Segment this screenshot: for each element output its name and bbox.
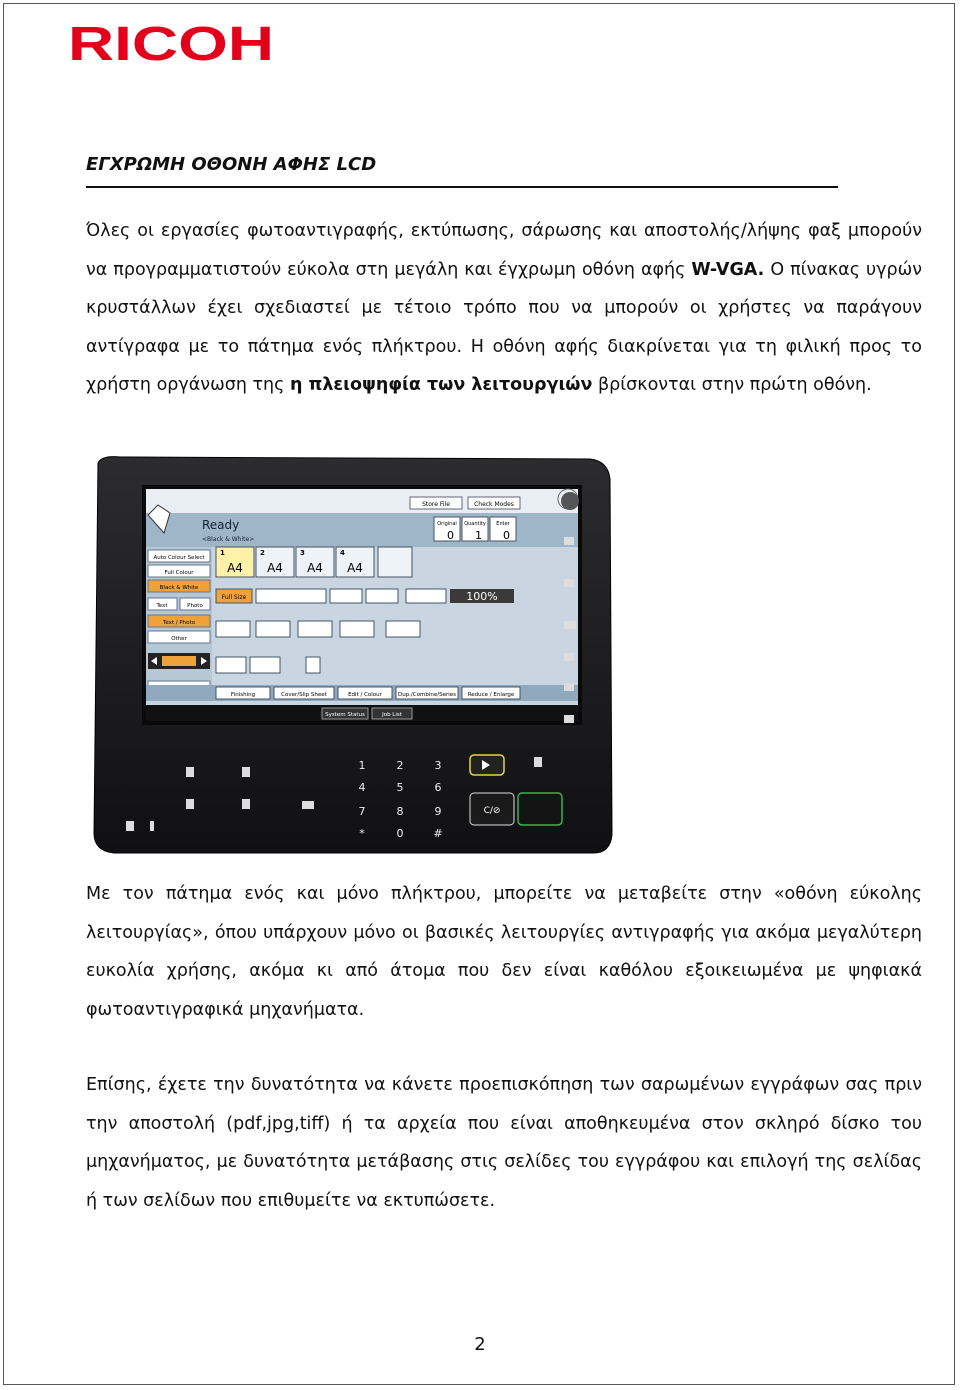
svg-text:Finishing: Finishing bbox=[230, 692, 256, 698]
left-menu bbox=[146, 547, 212, 697]
svg-text:Check Modes: Check Modes bbox=[474, 501, 514, 508]
svg-text:#: # bbox=[433, 827, 443, 840]
svg-text:Store File: Store File bbox=[422, 501, 450, 508]
ricoh-logo bbox=[68, 18, 276, 66]
full-size-button: Full Size bbox=[221, 594, 247, 601]
section-heading: ΕΓΧΡΩΜΗ ΟΘΟΝΗ ΑΦΗΣ LCD bbox=[86, 154, 377, 175]
svg-text:6: 6 bbox=[434, 781, 442, 794]
svg-text:A4: A4 bbox=[267, 561, 283, 575]
svg-text:C/⊘: C/⊘ bbox=[483, 806, 501, 816]
svg-text:Cover/Slip Sheet: Cover/Slip Sheet bbox=[281, 692, 327, 698]
svg-text:RICOH: RICOH bbox=[68, 18, 274, 66]
svg-text:Auto Colour Select: Auto Colour Select bbox=[153, 555, 205, 561]
svg-text:Reduce / Enlarge: Reduce / Enlarge bbox=[467, 692, 515, 698]
svg-text:0: 0 bbox=[503, 529, 510, 542]
svg-text:1: 1 bbox=[475, 529, 482, 542]
svg-text:2: 2 bbox=[260, 549, 265, 557]
svg-text:Original: Original bbox=[437, 521, 457, 527]
control-panel-photo bbox=[90, 455, 614, 855]
paragraph-preview: Επίσης, έχετε την δυνατότητα να κάνετε προεπισκόπηση των σαρωμένων εγγράφων σας πριν την αποστολή (pdf,jpg,tiff) ή τα αρχεία που είναι αποθηκευμένα στον σκληρό δίσκο του μηχανήματος, με δυνατότητα μετάβασης στις σελίδες του εγγράφου και επιλογή της σελίδας ή των σελίδων που επιθυμείτε να εκτυπώσετε. bbox=[86, 1075, 922, 1211]
svg-text:System Status: System Status bbox=[325, 712, 365, 718]
screen-mode: <Black & White> bbox=[202, 536, 255, 543]
svg-text:7: 7 bbox=[358, 805, 366, 818]
svg-text:1: 1 bbox=[358, 759, 366, 772]
svg-text:5: 5 bbox=[396, 781, 404, 794]
svg-text:Enter: Enter bbox=[496, 521, 510, 527]
counters bbox=[434, 517, 516, 542]
svg-text:0: 0 bbox=[447, 529, 454, 542]
page-number: 2 bbox=[474, 1334, 486, 1355]
svg-text:A4: A4 bbox=[227, 561, 243, 575]
bottom-tabs bbox=[216, 687, 520, 699]
svg-text:Text: Text bbox=[156, 603, 168, 609]
paragraph-easy-mode: Με τον πάτημα ενός και μόνο πλήκτρου, μπορείτε να μεταβείτε στην «οθόνη εύκολης λειτουργίας», όπου υπάρχουν μόνο οι βασικές λειτουργίες αντιγραφής για ακόμα μεγαλύτερη ευκολία χρήσης, ακόμα κι από άτομα που δεν είναι καθόλου εξοικειωμένα με ψηφιακά φωτοαντιγραφικά μηχανήματα. bbox=[86, 884, 922, 1020]
svg-text:4: 4 bbox=[358, 781, 366, 794]
svg-text:Quantity: Quantity bbox=[464, 521, 486, 527]
svg-text:2: 2 bbox=[396, 759, 404, 772]
svg-text:Dup./Combine/Series: Dup./Combine/Series bbox=[397, 692, 457, 698]
svg-text:A4: A4 bbox=[307, 561, 323, 575]
svg-text:Photo: Photo bbox=[187, 603, 203, 609]
svg-text:0: 0 bbox=[396, 827, 404, 840]
svg-text:Full Colour: Full Colour bbox=[164, 570, 194, 576]
screen-status: Ready bbox=[202, 518, 240, 532]
svg-text:4: 4 bbox=[340, 549, 345, 557]
heading-underline bbox=[86, 186, 838, 188]
svg-text:Text / Photo: Text / Photo bbox=[162, 620, 196, 626]
svg-text:A4: A4 bbox=[347, 561, 363, 575]
svg-text:Other: Other bbox=[171, 636, 187, 642]
svg-text:1: 1 bbox=[220, 549, 225, 557]
svg-text:Job List: Job List bbox=[382, 712, 402, 718]
svg-text:*: * bbox=[359, 827, 365, 840]
zoom-display: 100% bbox=[466, 590, 498, 603]
svg-text:8: 8 bbox=[396, 805, 404, 818]
svg-text:Black & White: Black & White bbox=[159, 585, 199, 591]
paper-trays bbox=[216, 547, 412, 577]
svg-text:3: 3 bbox=[434, 759, 442, 772]
svg-text:3: 3 bbox=[300, 549, 305, 557]
paragraph-intro: Όλες οι εργασίες φωτοαντιγραφής, εκτύπωσης, σάρωσης και αποστολής/λήψης φαξ μπορούν να προγραμματιστούν εύκολα στη μεγάλη και έγχρωμη οθόνη αφής W-VGA. Ο πίνακας υγρών κρυστάλλων έχει σχεδιαστεί με τέτοιο τρόπο που να μπορούν οι χρήστες να παράγουν αντίγραφα με το πάτημα ενός πλήκτρου. Η οθόνη αφής διακρίνεται για τη φιλική προς το χρήστη οργάνωση της η πλειοψηφία των λειτουργιών βρίσκονται στην πρώτη οθόνη. bbox=[86, 221, 922, 395]
svg-text:9: 9 bbox=[434, 805, 442, 818]
svg-text:Edit / Colour: Edit / Colour bbox=[348, 692, 382, 698]
